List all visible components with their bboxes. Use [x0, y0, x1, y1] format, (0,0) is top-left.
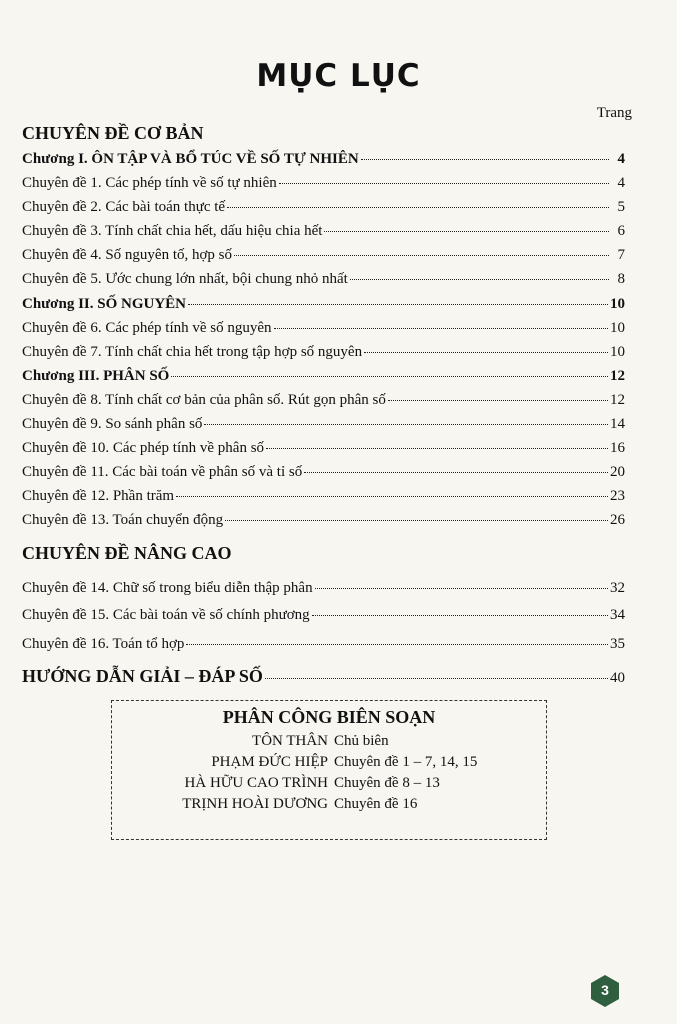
page-number: 3: [601, 982, 609, 998]
toc-entry[interactable]: [22, 270, 625, 288]
dot-leader: [350, 279, 609, 280]
toc-entry-page: 6: [617, 223, 625, 239]
dot-leader: [266, 448, 608, 449]
toc-entry-page: 32: [610, 580, 625, 596]
toc-entry[interactable]: [22, 487, 625, 505]
dot-leader: [234, 255, 609, 256]
toc-entry-page: 14: [610, 416, 625, 432]
toc-entry-page: 26: [610, 512, 625, 528]
credit-name: HÀ HỮU CAO TRÌNH: [184, 775, 328, 791]
toc-entry-label: Chuyên đề 7. Tính chất chia hết trong tập hợp số nguyên: [22, 344, 363, 360]
dot-leader: [188, 304, 608, 305]
toc-entry[interactable]: [22, 319, 625, 337]
dot-leader: [312, 615, 608, 616]
toc-entry-label: Chuyên đề 1. Các phép tính về số tự nhiên: [22, 175, 277, 191]
page-column-label: Trang: [596, 105, 632, 121]
dot-leader: [171, 376, 608, 377]
dot-leader: [265, 678, 608, 679]
toc-entry-label: Chuyên đề 15. Các bài toán về số chính phương: [22, 607, 310, 623]
dot-leader: [388, 400, 608, 401]
toc-entry-page: 8: [617, 271, 625, 287]
toc-entry-label: Chuyên đề 5. Ước chung lớn nhất, bội chung nhỏ nhất: [22, 271, 348, 287]
credits-box: [111, 700, 547, 840]
toc-entry-label: Chuyên đề 6. Các phép tính về số nguyên: [22, 320, 272, 336]
dot-leader: [279, 183, 609, 184]
credit-name: PHẠM ĐỨC HIỆP: [211, 754, 328, 770]
credits-heading: PHÂN CÔNG BIÊN SOẠN: [222, 707, 436, 727]
credit-role: Chủ biên: [334, 733, 389, 749]
toc-entry-page: 20: [610, 464, 625, 480]
dot-leader: [324, 231, 609, 232]
toc-entry-label: Chương I. ÔN TẬP VÀ BỔ TÚC VỀ SỐ TỰ NHIÊN: [22, 151, 359, 167]
toc-entry-label: Chuyên đề 2. Các bài toán thực tế: [22, 199, 226, 215]
credit-role: Chuyên đề 16: [334, 796, 418, 812]
toc-entry-page: 10: [610, 320, 625, 336]
dot-leader: [274, 328, 608, 329]
credit-name: TÔN THÂN: [252, 733, 328, 749]
toc-entry-label: Chuyên đề 14. Chữ số trong biểu diễn thập phân: [22, 580, 313, 596]
toc-entry[interactable]: [22, 174, 625, 192]
credit-role: Chuyên đề 8 – 13: [334, 775, 440, 791]
dot-leader: [364, 352, 608, 353]
toc-entry[interactable]: [22, 579, 625, 597]
toc-entry-label: Chương II. SỐ NGUYÊN: [22, 296, 187, 312]
toc-entry-page: 34: [610, 607, 625, 623]
toc-entry-label: Chuyên đề 13. Toán chuyển động: [22, 512, 224, 528]
toc-entry-page: 5: [617, 199, 625, 215]
toc-entry-label: Chương III. PHÂN SỐ: [22, 368, 170, 384]
toc-entry[interactable]: [22, 635, 625, 653]
credit-name: TRỊNH HOÀI DƯƠNG: [182, 796, 328, 812]
toc-entry-page: 16: [610, 440, 625, 456]
page-number-badge: [588, 974, 622, 1008]
toc-entry-page: 10: [610, 296, 625, 312]
dot-leader: [186, 644, 608, 645]
toc-entry[interactable]: [22, 391, 625, 409]
toc-entry[interactable]: [22, 415, 625, 433]
toc-entry-label: Chuyên đề 8. Tính chất cơ bản của phân số. Rút gọn phân số: [22, 392, 386, 408]
toc-entry-answers[interactable]: [22, 665, 625, 689]
toc-entry-label: Chuyên đề 10. Các phép tính về phân số: [22, 440, 265, 456]
dot-leader: [315, 588, 608, 589]
toc-entry[interactable]: [22, 439, 625, 457]
toc-entry-chapter-1[interactable]: [22, 150, 625, 168]
page-title: MỤC LỤC: [256, 58, 421, 94]
toc-entry-page: 7: [617, 247, 625, 263]
toc-entry-label: Chuyên đề 9. So sánh phân số: [22, 416, 203, 432]
toc-entry[interactable]: [22, 246, 625, 264]
toc-entry-page: 40: [610, 670, 625, 686]
dot-leader: [176, 496, 608, 497]
toc-entry-label: Chuyên đề 3. Tính chất chia hết, dấu hiệu chia hết: [22, 223, 323, 239]
dot-leader: [304, 472, 608, 473]
toc-entry-page: 23: [610, 488, 625, 504]
dot-leader: [227, 207, 609, 208]
toc-entry-chapter-2[interactable]: [22, 295, 625, 313]
toc-entry-label: Chuyên đề 12. Phần trăm: [22, 488, 175, 504]
toc-entry-label: Chuyên đề 16. Toán tổ hợp: [22, 636, 185, 652]
toc-entry[interactable]: [22, 606, 625, 624]
toc-entry-page: 4: [617, 151, 625, 167]
section-heading-advanced: CHUYÊN ĐỀ NÂNG CAO: [22, 543, 232, 563]
toc-entry-page: 12: [610, 392, 625, 408]
dot-leader: [204, 424, 608, 425]
toc-entry-label: HƯỚNG DẪN GIẢI – ĐÁP SỐ: [22, 666, 263, 686]
credit-role: Chuyên đề 1 – 7, 14, 15: [334, 754, 478, 770]
toc-entry[interactable]: [22, 343, 625, 361]
toc-entry[interactable]: [22, 222, 625, 240]
toc-entry[interactable]: [22, 198, 625, 216]
toc-entry[interactable]: [22, 511, 625, 529]
toc-entry-page: 35: [610, 636, 625, 652]
toc-entry-page: 4: [617, 175, 625, 191]
dot-leader: [225, 520, 608, 521]
toc-entry-page: 12: [610, 368, 625, 384]
toc-entry[interactable]: [22, 463, 625, 481]
dot-leader: [361, 159, 609, 160]
toc-entry-label: Chuyên đề 4. Số nguyên tố, hợp số: [22, 247, 233, 263]
toc-entry-page: 10: [610, 344, 625, 360]
toc-entry-label: Chuyên đề 11. Các bài toán về phân số và tỉ số: [22, 464, 303, 480]
toc-entry-chapter-3[interactable]: [22, 367, 625, 385]
section-heading-basic: CHUYÊN ĐỀ CƠ BẢN: [22, 123, 204, 143]
